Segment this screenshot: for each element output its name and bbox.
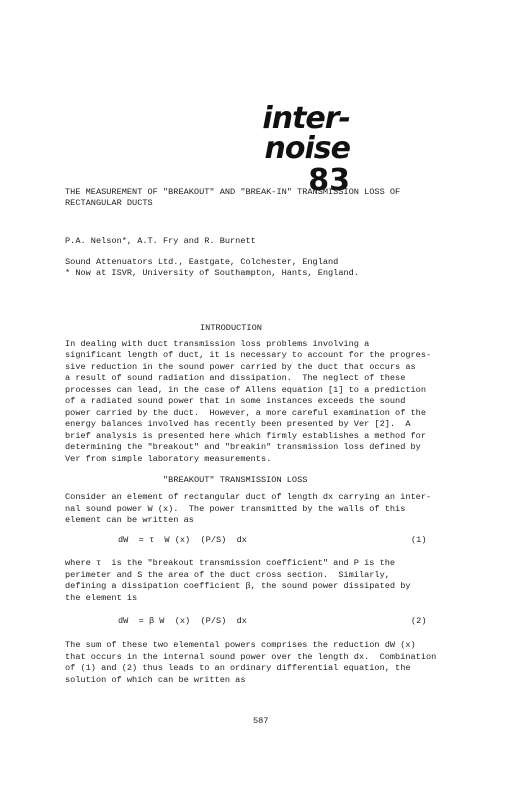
text-line: of (1) and (2) thus leads to an ordinary differential equation, the: [65, 663, 411, 673]
paper-title-line1: THE MEASUREMENT OF "BREAKOUT" AND "BREAK-IN" TRANSMISSION LOSS OF: [65, 187, 401, 197]
text-line: sive reduction in the sound power carried by the duct that occurs as: [65, 362, 416, 372]
text-line: Consider an element of rectangular duct of length dx carrying an inter-: [65, 492, 432, 502]
section-heading-introduction: INTRODUCTION: [200, 323, 262, 333]
equation-1-number: (1): [411, 535, 427, 545]
affiliation-line2: * Now at ISVR, University of Southampton, Hants, England.: [65, 268, 359, 278]
equation-2: dW = β W (x) (P/S) dx: [118, 616, 247, 626]
text-line: The sum of these two elemental powers comprises the reduction dW (x): [65, 640, 416, 650]
text-line: In dealing with duct transmission loss problems involving a: [65, 339, 370, 349]
equation-2-number: (2): [411, 616, 427, 626]
section-heading-breakout: "BREAKOUT" TRANSMISSION LOSS: [163, 475, 308, 485]
page-number: 587: [253, 716, 269, 726]
authors: P.A. Nelson*, A.T. Fry and R. Burnett: [65, 236, 256, 246]
text-line: defining a dissipation coefficient β, the sound power dissipated by: [65, 581, 411, 591]
text-line: that occurs in the internal sound power over the length dx. Combination: [65, 652, 437, 662]
logo-line2: 83: [308, 163, 350, 198]
text-line: brief analysis is presented here which firmly establishes a method for: [65, 431, 426, 441]
text-line: perimeter and S the area of the duct cross section. Similarly,: [65, 570, 390, 580]
text-line: power carried by the duct. However, a more careful examination of the: [65, 408, 426, 418]
text-line: Ver from simple laboratory measurements.: [65, 454, 272, 464]
text-line: of a radiated sound power that in some instances exceeds the sound: [65, 396, 406, 406]
conference-logo: [190, 101, 350, 198]
text-line: determining the "breakout" and "breakin" transmission loss defined by: [65, 442, 421, 452]
text-line: the element is: [65, 593, 138, 603]
logo-line1: inter-noise: [262, 101, 350, 166]
text-line: energy balances involved has recently been presented by Ver [2]. A: [65, 419, 411, 429]
affiliation-line1: Sound Attenuators Ltd., Eastgate, Colchester, England: [65, 257, 339, 267]
text-line: significant length of duct, it is necessary to account for the progres-: [65, 350, 432, 360]
text-line: a result of sound radiation and dissipation. The neglect of these: [65, 373, 406, 383]
text-line: where τ is the "breakout transmission coefficient" and P is the: [65, 558, 396, 568]
text-line: solution of which can be written as: [65, 675, 246, 685]
paper-title-line2: RECTANGULAR DUCTS: [65, 198, 153, 208]
text-line: element can be written as: [65, 515, 194, 525]
text-line: processes can lead, in the case of Allens equation [1] to a prediction: [65, 385, 426, 395]
equation-1: dW = τ W (x) (P/S) dx: [118, 535, 247, 545]
text-line: nal sound power W (x). The power transmitted by the walls of this: [65, 504, 406, 514]
